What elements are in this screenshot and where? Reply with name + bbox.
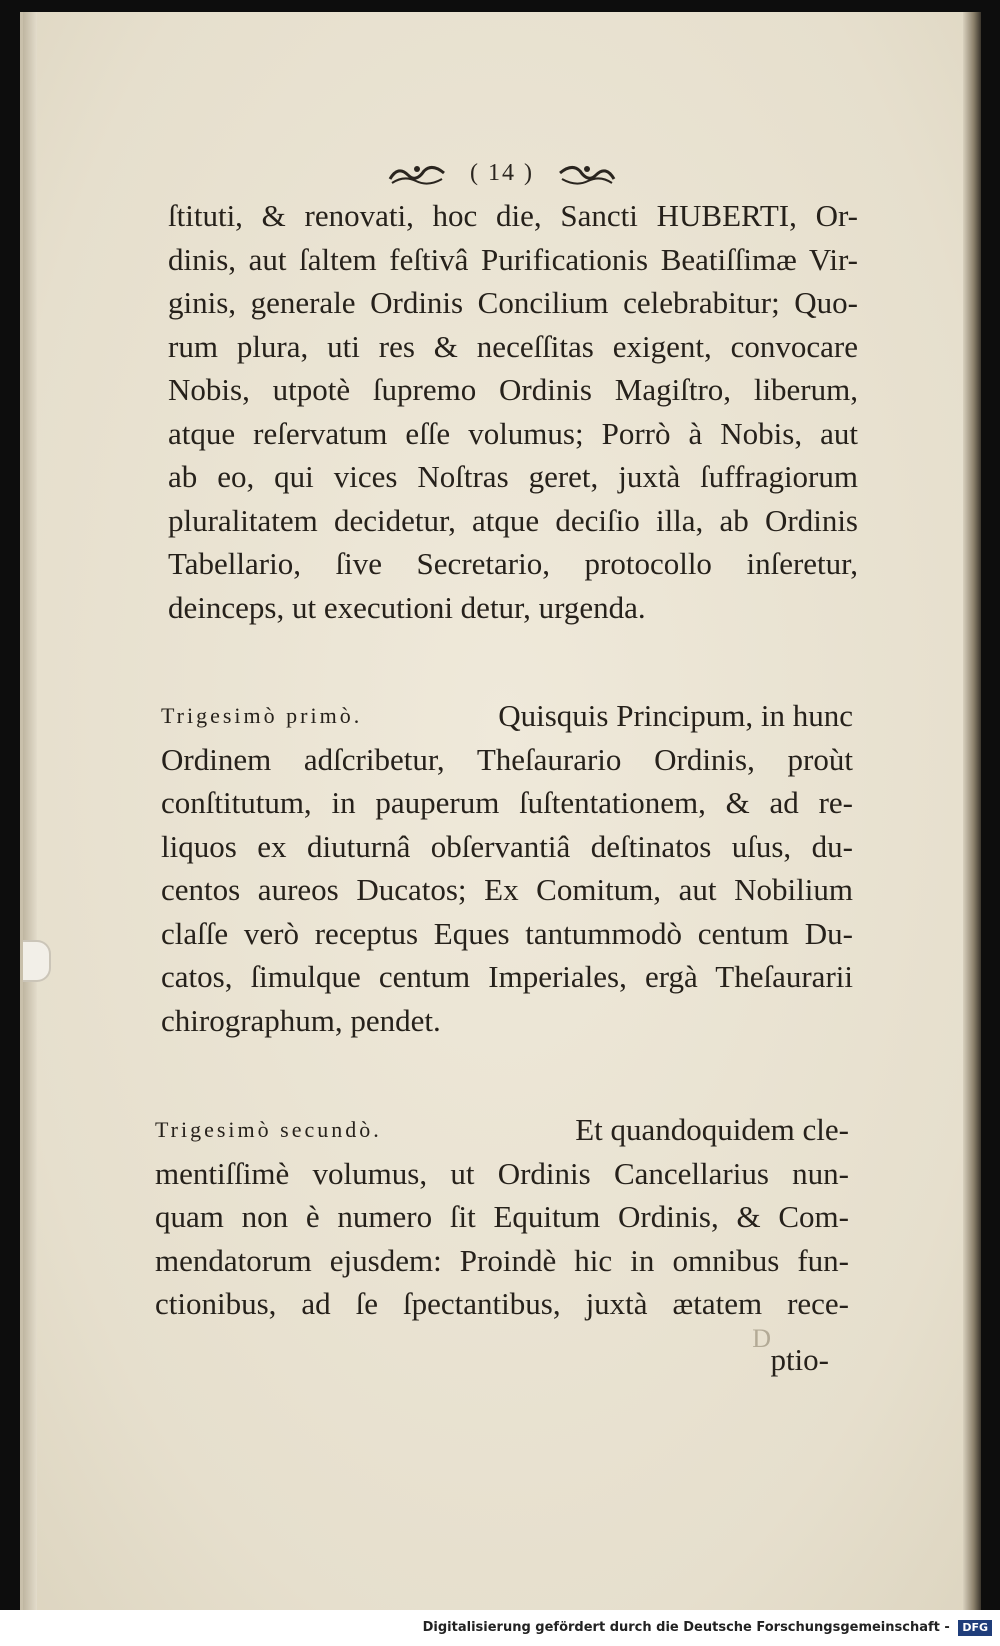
text-line: ctionibus, ad ſe ſpectantibus, juxtà ætatem rece- xyxy=(155,1286,849,1321)
article-heading: Trigesimò primò. xyxy=(161,703,363,728)
text-line: rum plura, uti res & neceſſitas exigent, convocare xyxy=(168,328,858,364)
text-line: dinis, aut ſaltem feſtivâ Purificationis Beatiſſimæ Vir- xyxy=(168,241,858,277)
text-line: Ordinem adſcribetur, Theſaurario Ordinis, proùt xyxy=(161,741,853,777)
text-line: liquos ex diuturnâ obſervantiâ deſtinatos uſus, du- xyxy=(161,828,853,864)
text-line: Tabellario, ſive Secretario, protocollo inſeretur, xyxy=(168,546,858,581)
text-line: pluralitatem decidetur, atque deciſio illa, ab Ordinis xyxy=(168,502,858,538)
text-line: Et quandoquidem cle- xyxy=(575,1112,849,1147)
paragraph-1 xyxy=(168,194,858,629)
page-number: ( 14 ) xyxy=(470,160,534,186)
digitization-credit xyxy=(0,1610,1000,1646)
text-line: ginis, generale Ordinis Concilium celebrabitur; Quo- xyxy=(168,285,858,320)
text-line: deinceps, ut executioni detur, urgenda. xyxy=(168,589,646,625)
paragraph-2 xyxy=(161,694,853,1042)
ornament-right-icon xyxy=(558,161,616,187)
text-line: mentiſſimè volumus, ut Ordinis Cancellarius nun- xyxy=(155,1155,849,1191)
text-line: chirographum, pendet. xyxy=(161,1002,441,1038)
text-line: claſſe verò receptus Eques tantummodò centum Du- xyxy=(161,915,853,951)
text-line: quam non è numero ſit Equitum Ordinis, & Com- xyxy=(155,1199,849,1234)
book-spine xyxy=(963,12,981,1610)
text-line: catos, ſimulque centum Imperiales, ergà Theſaurarii xyxy=(161,959,853,994)
text-line: mendatorum ejusdem: Proindè hic in omnibus fun- xyxy=(155,1242,849,1278)
dfg-logo: DFG xyxy=(958,1620,992,1636)
page-edge xyxy=(23,12,37,1610)
signature-mark: D xyxy=(752,1324,771,1353)
paragraph-3 xyxy=(155,1108,849,1326)
text-line: centos aureos Ducatos; Ex Comitum, aut Nobilium xyxy=(161,872,853,907)
running-header xyxy=(23,160,981,187)
text-line: ab eo, qui vices Noſtras geret, juxtà ſuffragiorum xyxy=(168,459,858,494)
catchword: ptio- xyxy=(770,1342,829,1377)
text-line: conſtitutum, in pauperum ſuſtentationem, & ad re- xyxy=(161,785,853,820)
book-page xyxy=(20,12,981,1610)
heading-line xyxy=(161,694,853,738)
ornament-left-icon xyxy=(388,161,446,187)
text-line: ſtituti, & renovati, hoc die, Sancti HUBERTI, Or- xyxy=(168,198,858,233)
paper-clip xyxy=(23,940,51,982)
heading-line xyxy=(155,1108,849,1152)
credit-text: Digitalisierung gefördert durch die Deutsche Forschungsgemeinschaft - xyxy=(422,1620,950,1635)
text-line: Nobis, utpotè ſupremo Ordinis Magiſtro, liberum, xyxy=(168,372,858,407)
text-line: Quisquis Principum, in hunc xyxy=(498,698,853,733)
text-line: atque reſervatum eſſe volumus; Porrò à Nobis, aut xyxy=(168,415,858,451)
article-heading: Trigesimò secundò. xyxy=(155,1117,382,1142)
